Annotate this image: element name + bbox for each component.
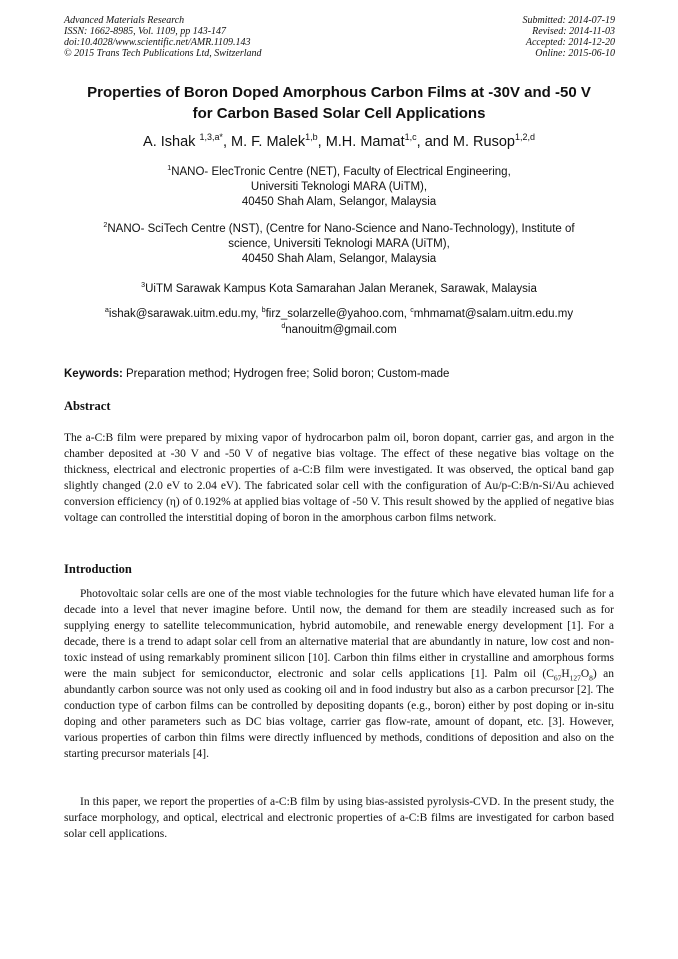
author-separator: , xyxy=(222,134,231,150)
author-affiliation-marker: 1,c xyxy=(404,132,417,143)
author-separator: , xyxy=(317,134,326,150)
author-affiliation-marker: 1,b xyxy=(305,132,318,143)
author-name: M.H. Mamat xyxy=(325,134,405,150)
paragraph-text: ) an abundantly carbon source was not only used as cooking oil and in food industry but also as a carbon precursor [2]. The conduction type of carbon films can be controlled by depositing dopants (e.g., boron) either by post doping or in-situ doping and other parameters such as DC bias voltage, carrier gas flow-rate, amount of dopant, etc. [3]. However, various properties of carbon thin films were directly influenced by methods, conditions of deposition and also on the starting precursor materials [4]. xyxy=(64,668,615,760)
email-marker: d xyxy=(281,322,286,331)
author-name: A. Ishak xyxy=(143,134,200,150)
affiliation-line: 40450 Shah Alam, Selangor, Malaysia xyxy=(241,253,437,265)
doi: doi:10.4028/www.scientific.net/AMR.1109.143 xyxy=(64,37,251,48)
email-link[interactable]: nanouitm@gmail.com xyxy=(285,324,397,336)
author-list xyxy=(40,133,638,151)
journal-name: Advanced Materials Research xyxy=(64,15,185,26)
paragraph-text: Photovoltaic solar cells are one of the most viable technologies for the future which have elevated human life for a decade into a level that never imagine before. Until now, the demand for them are steadily increased such as for supplying energy to satellite telecommunication, hybrid automobile, and renewable energy development [1]. For a decade, there is a trend to adapt solar cell from an alternative material that are abundantly in nature, low cost and non-toxic instead of using remarkably prominent silicon [10]. Carbon thin films either in crystalline and amorphous forms were the main subject for semiconductor, electronic and solar cells applications [1]. Palm oil (C xyxy=(64,588,614,680)
affiliation-2 xyxy=(60,222,618,267)
keywords-label: Keywords: xyxy=(64,368,123,380)
affiliation-line: NANO- ElecTronic Centre (NET), Faculty of Electrical Engineering, xyxy=(171,166,511,178)
author-separator: , and xyxy=(416,134,453,150)
subscript: 67 xyxy=(553,673,562,683)
introduction-paragraph-2: In this paper, we report the properties of a-C:B film by using bias-assisted pyrolysis-CVD. In the present study, the surface morphology, and optical, electrical and electronic properties of a-C:B films are investigated for carbon based solar cell applications. xyxy=(64,796,614,840)
email-marker: a xyxy=(104,306,109,315)
author-name: M. Rusop xyxy=(452,134,515,150)
submitted-date: Submitted: 2014-07-19 xyxy=(522,15,615,26)
subscript: 8 xyxy=(589,673,593,683)
journal-header-right xyxy=(523,15,616,59)
affiliation-marker: 2 xyxy=(103,221,108,230)
affiliation-marker: 1 xyxy=(167,164,172,173)
affiliation-marker: 3 xyxy=(141,281,146,290)
affiliation-line: science, Universiti Teknologi MARA (UiTM), xyxy=(228,238,450,250)
author-affiliation-marker: 1,2,d xyxy=(514,132,535,143)
online-date: Online: 2015-06-10 xyxy=(535,48,615,59)
introduction-heading: Introduction xyxy=(64,562,132,576)
introduction-paragraph-1 xyxy=(64,586,614,762)
title-line-2: for Carbon Based Solar Cell Applications xyxy=(192,105,486,122)
formula-element: O xyxy=(580,668,590,680)
journal-header-left xyxy=(64,15,262,59)
author-name: M. F. Malek xyxy=(231,134,306,150)
email-link[interactable]: firz_solarzelle@yahoo.com, xyxy=(265,308,411,320)
affiliation-3 xyxy=(60,282,618,297)
affiliation-line: NANO- SciTech Centre (NST), (Centre for Nano-Science and Nano-Technology), Institute of xyxy=(107,223,575,235)
paper-title xyxy=(50,82,628,124)
affiliation-line: Universiti Teknologi MARA (UiTM), xyxy=(250,181,428,193)
copyright: © 2015 Trans Tech Publications Ltd, Switzerland xyxy=(64,48,262,59)
email-link[interactable]: mhmamat@salam.uitm.edu.my xyxy=(413,308,574,320)
revised-date: Revised: 2014-11-03 xyxy=(532,26,615,37)
email-marker: c xyxy=(410,306,414,315)
issn: ISSN: 1662-8985, Vol. 1109, pp 143-147 xyxy=(64,26,227,37)
accepted-date: Accepted: 2014-12-20 xyxy=(525,37,615,48)
email-marker: b xyxy=(261,306,266,315)
keywords-text: Preparation method; Hydrogen free; Solid boron; Custom-made xyxy=(122,368,450,380)
author-emails xyxy=(60,306,618,338)
keywords xyxy=(64,368,449,380)
affiliation-line: UiTM Sarawak Kampus Kota Samarahan Jalan Meranek, Sarawak, Malaysia xyxy=(145,283,537,295)
formula-element: H xyxy=(561,668,570,680)
abstract-heading: Abstract xyxy=(64,399,111,413)
affiliation-line: 40450 Shah Alam, Selangor, Malaysia xyxy=(241,196,437,208)
title-line-1: Properties of Boron Doped Amorphous Carbon Films at -30V and -50 V xyxy=(87,84,591,101)
abstract-text: The a-C:B film were prepared by mixing vapor of hydrocarbon palm oil, boron dopant, carrier gas, and argon in the chamber deposited at -30 V and -50 V of negative bias voltage. The effect of these negative bias voltage on the thickness, electrical and electronic properties of a-C:B film were investigated. It was observed, the optical band gap slightly changed (2.0 eV to 2.04 eV). The fabricated solar cell with the configuration of Au/p-C:B/n-Si/Au achieved conversion efficiency (η) of 0.192% at applied bias voltage of -50 V. This result showed by the applied of negative bias voltage can controlled the interstitial doping of boron in the amorphous carbon films network. xyxy=(64,432,614,524)
author-affiliation-marker: 1,3,a* xyxy=(199,132,223,143)
affiliation-1 xyxy=(60,165,618,210)
subscript: 127 xyxy=(569,673,581,683)
email-link[interactable]: ishak@sarawak.uitm.edu.my, xyxy=(108,308,262,320)
